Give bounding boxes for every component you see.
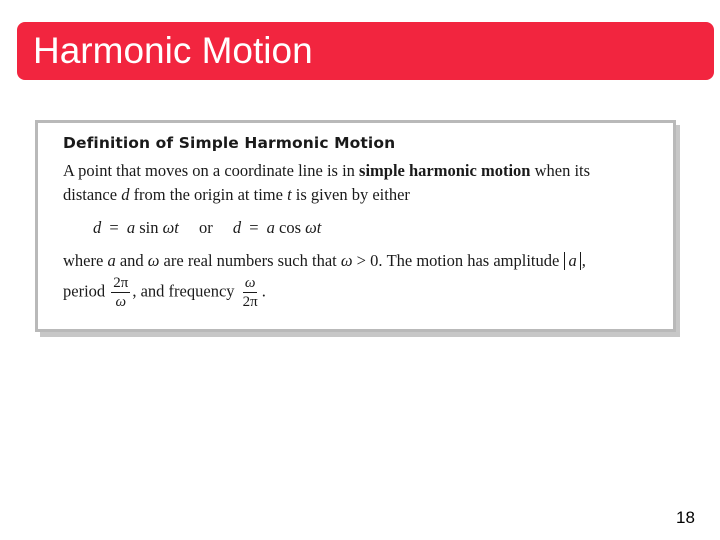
definition-line-2 xyxy=(63,185,410,205)
text-fragment: from the origin at time xyxy=(129,185,288,204)
frequency-fraction xyxy=(241,275,260,310)
eq1-coefficient: a xyxy=(126,218,136,237)
period-numerator: 2π xyxy=(113,275,129,291)
definition-line-4 xyxy=(63,251,586,271)
bold-term: simple harmonic motion xyxy=(359,161,531,180)
definition-line-1 xyxy=(63,161,590,181)
eq1-function: sin xyxy=(139,218,159,237)
period-fraction xyxy=(111,275,130,310)
period-denominator: ω xyxy=(115,294,127,310)
title-banner xyxy=(17,22,714,80)
text-fragment: > 0. The motion has amplitude xyxy=(352,251,564,270)
variable-omega: ω xyxy=(147,251,160,270)
definition-line-5 xyxy=(63,275,266,310)
eq2-lhs: d xyxy=(232,218,242,237)
page-number: 18 xyxy=(676,508,695,527)
frequency-label: , and frequency xyxy=(132,281,239,301)
period-label: period xyxy=(63,281,110,301)
frequency-numerator: ω xyxy=(244,275,256,291)
sentence-end: . xyxy=(261,281,266,301)
eq2-function: cos xyxy=(279,218,301,237)
variable-a: a xyxy=(107,251,116,270)
eq2-equals: = xyxy=(249,218,259,237)
variable-t: t xyxy=(287,185,292,204)
eq1-equals: = xyxy=(109,218,119,237)
frequency-denominator: 2π xyxy=(242,294,258,310)
text-fragment: distance xyxy=(63,185,122,204)
text-fragment: when its xyxy=(530,161,591,180)
slide-title: Harmonic Motion xyxy=(33,29,313,71)
variable-omega: ω xyxy=(340,251,353,270)
eq1-lhs: d xyxy=(93,218,102,237)
text-fragment: A point that moves on a coordinate line is in xyxy=(63,161,360,180)
text-fragment: is given by either xyxy=(291,185,410,204)
eq2-coefficient: a xyxy=(266,218,275,237)
equation-connector: or xyxy=(198,218,213,237)
eq2-argument: ωt xyxy=(305,218,322,237)
variable-d: d xyxy=(121,185,130,204)
definition-box xyxy=(35,120,676,332)
definition-heading: Definition of Simple Harmonic Motion xyxy=(63,134,396,152)
equation-line xyxy=(93,218,321,238)
text-fragment: and xyxy=(115,251,148,270)
text-fragment: where xyxy=(63,251,108,270)
text-fragment: , xyxy=(581,251,586,270)
amplitude-abs-value: a xyxy=(564,252,580,270)
eq1-argument: ωt xyxy=(162,218,179,237)
text-fragment: are real numbers such that xyxy=(159,251,341,270)
